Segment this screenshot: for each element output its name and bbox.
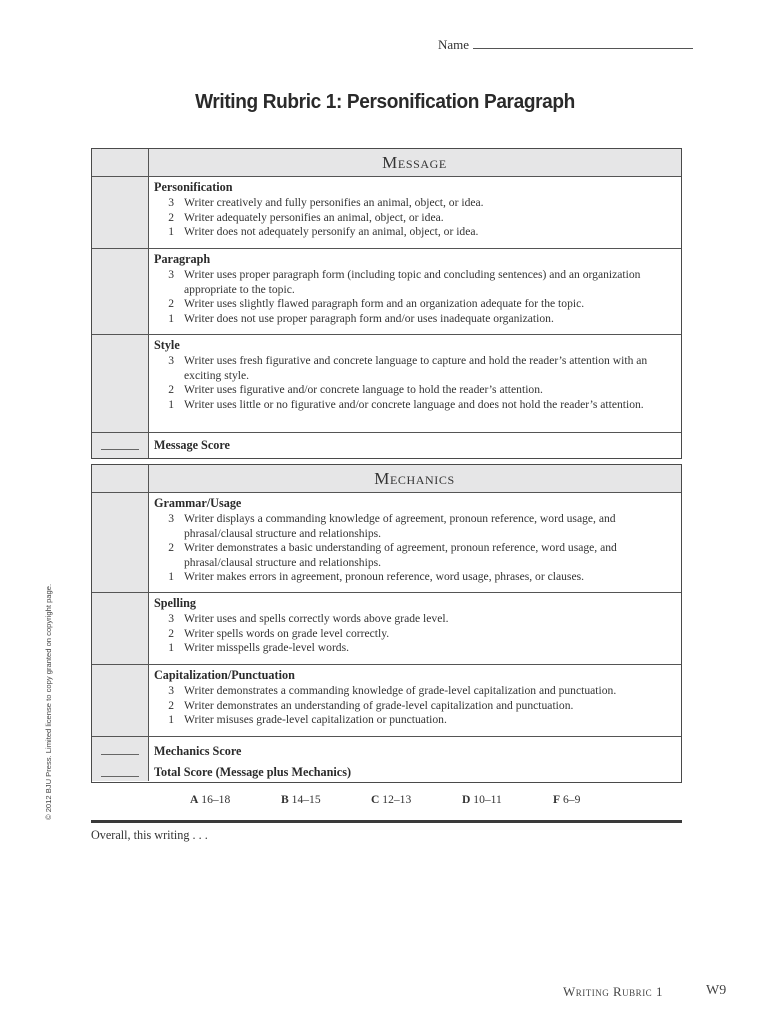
level-score: 2 <box>168 626 174 640</box>
score-column-header <box>92 465 149 492</box>
score-blanks-cell <box>92 737 149 781</box>
mechanics-score-label: Mechanics Score <box>154 744 242 758</box>
message-score-label: Message Score <box>154 438 230 452</box>
level-item <box>154 541 675 570</box>
level-score: 1 <box>168 713 174 727</box>
level-score: 2 <box>168 383 174 397</box>
level-item <box>154 570 675 585</box>
level-item <box>154 684 675 699</box>
level-text: Writer uses slightly flawed paragraph form and an organization adequate for the topic. <box>184 297 585 311</box>
score-entry-cell[interactable] <box>92 665 149 736</box>
grade-f: F 6–9 <box>553 793 581 806</box>
level-score: 1 <box>168 570 174 584</box>
page-title: Writing Rubric 1: Personification Paragraph <box>195 90 575 113</box>
level-item <box>154 211 675 226</box>
level-item <box>154 612 675 627</box>
criterion-row-grammar-usage <box>92 493 681 593</box>
total-score-field[interactable] <box>92 758 148 780</box>
criterion-title: Style <box>154 338 180 352</box>
criterion-row-capitalization-punctuation <box>92 665 681 737</box>
mechanics-header-row <box>92 465 681 493</box>
criterion-title: Personification <box>154 180 233 194</box>
name-blank-line[interactable] <box>473 38 693 49</box>
criterion-row-personification <box>92 177 681 249</box>
level-score: 3 <box>168 268 174 281</box>
score-entry-cell[interactable] <box>92 593 149 664</box>
total-score-label: Total Score (Message plus Mechanics) <box>154 765 352 779</box>
message-rubric-table <box>91 148 682 459</box>
level-score: 2 <box>168 210 174 224</box>
criterion-row-style <box>92 335 681 433</box>
score-entry-cell[interactable] <box>92 249 149 334</box>
level-item <box>154 713 675 728</box>
name-field[interactable] <box>438 37 693 53</box>
level-text: Writer uses fresh figurative and concrete language to capture and hold the reader’s attention with an exciting style. <box>184 354 648 382</box>
level-item <box>154 196 675 211</box>
message-score-row <box>92 433 681 458</box>
mechanics-rubric-table <box>91 464 682 783</box>
level-score: 3 <box>168 512 174 525</box>
level-text: Writer uses little or no figurative and/or concrete language and does not hold the reader’s attention. <box>184 397 644 411</box>
level-text: Writer does not adequately personify an animal, object, or idea. <box>184 225 479 239</box>
level-text: Writer demonstrates an understanding of grade-level capitalization and punctuation. <box>184 698 574 712</box>
level-score: 3 <box>168 196 174 209</box>
grade-c: C 12–13 <box>371 793 412 806</box>
level-score: 2 <box>168 541 174 555</box>
level-score: 2 <box>168 297 174 311</box>
level-text: Writer uses and spells correctly words above grade level. <box>184 612 449 625</box>
level-item <box>154 699 675 714</box>
level-text: Writer demonstrates a basic understanding of agreement, pronoun reference, word usage, and phrasal/clausal structure and relationships. <box>184 541 617 569</box>
page-number: W9 <box>706 983 727 998</box>
footer-label: Writing Rubric 1 <box>563 984 663 999</box>
level-score: 3 <box>168 612 174 625</box>
criterion-title: Spelling <box>154 596 196 610</box>
level-text: Writer creatively and fully personifies an animal, object, or idea. <box>184 196 484 209</box>
copyright-notice: © 2012 BJU Press. Limited license to copy granted on copyright page. <box>44 583 53 820</box>
level-item <box>154 627 675 642</box>
score-entry-cell[interactable] <box>92 335 149 432</box>
grade-a: A 16–18 <box>190 793 231 806</box>
overall-comment-prompt: Overall, this writing . . . <box>91 828 208 842</box>
level-item <box>154 225 675 240</box>
score-column-header <box>92 149 149 176</box>
level-item <box>154 383 675 398</box>
score-entry-cell[interactable] <box>92 493 149 592</box>
level-text: Writer uses proper paragraph form (including topic and concluding sentences) and an organization appropriate to the topic. <box>184 268 641 296</box>
grade-d: D 10–11 <box>462 793 502 806</box>
level-text: Writer demonstrates a commanding knowledge of grade-level capitalization and punctuation. <box>184 684 617 697</box>
message-score-field[interactable] <box>92 433 149 458</box>
section-divider <box>91 820 682 823</box>
level-score: 1 <box>168 311 174 325</box>
level-item <box>154 641 675 656</box>
level-text: Writer does not use proper paragraph form and/or uses inadequate organization. <box>184 311 554 325</box>
level-score: 1 <box>168 397 174 411</box>
level-item <box>154 512 675 541</box>
level-text: Writer adequately personifies an animal, object, or idea. <box>184 210 444 224</box>
criterion-title: Capitalization/Punctuation <box>154 668 295 682</box>
score-entry-cell[interactable] <box>92 177 149 248</box>
criterion-row-spelling <box>92 593 681 665</box>
level-score: 1 <box>168 641 174 655</box>
level-text: Writer makes errors in agreement, pronoun reference, word usage, phrases, or clauses. <box>184 570 584 584</box>
level-score: 3 <box>168 354 174 367</box>
level-score: 3 <box>168 684 174 697</box>
grade-b: B 14–15 <box>281 793 321 806</box>
level-score: 1 <box>168 225 174 239</box>
level-text: Writer uses figurative and/or concrete language to hold the reader’s attention. <box>184 383 543 397</box>
level-item <box>154 398 675 413</box>
level-text: Writer displays a commanding knowledge of agreement, pronoun reference, word usage, and phrasal/clausal structure and relationships. <box>184 512 616 540</box>
criterion-row-paragraph <box>92 249 681 335</box>
level-item <box>154 297 675 312</box>
mechanics-total-score-row <box>92 737 681 781</box>
name-label: Name <box>438 37 470 52</box>
level-text: Writer misuses grade-level capitalization or punctuation. <box>184 713 447 727</box>
mechanics-heading: Mechanics <box>149 465 681 492</box>
criterion-title: Paragraph <box>154 252 211 266</box>
mechanics-score-field[interactable] <box>92 737 148 758</box>
level-text: Writer misspells grade-level words. <box>184 641 350 655</box>
message-heading: Message <box>149 149 681 176</box>
level-text: Writer spells words on grade level correctly. <box>184 626 390 640</box>
level-item <box>154 268 675 297</box>
message-header-row <box>92 149 681 177</box>
level-item <box>154 354 675 383</box>
level-score: 2 <box>168 698 174 712</box>
criterion-title: Grammar/Usage <box>154 496 242 510</box>
level-item <box>154 312 675 327</box>
